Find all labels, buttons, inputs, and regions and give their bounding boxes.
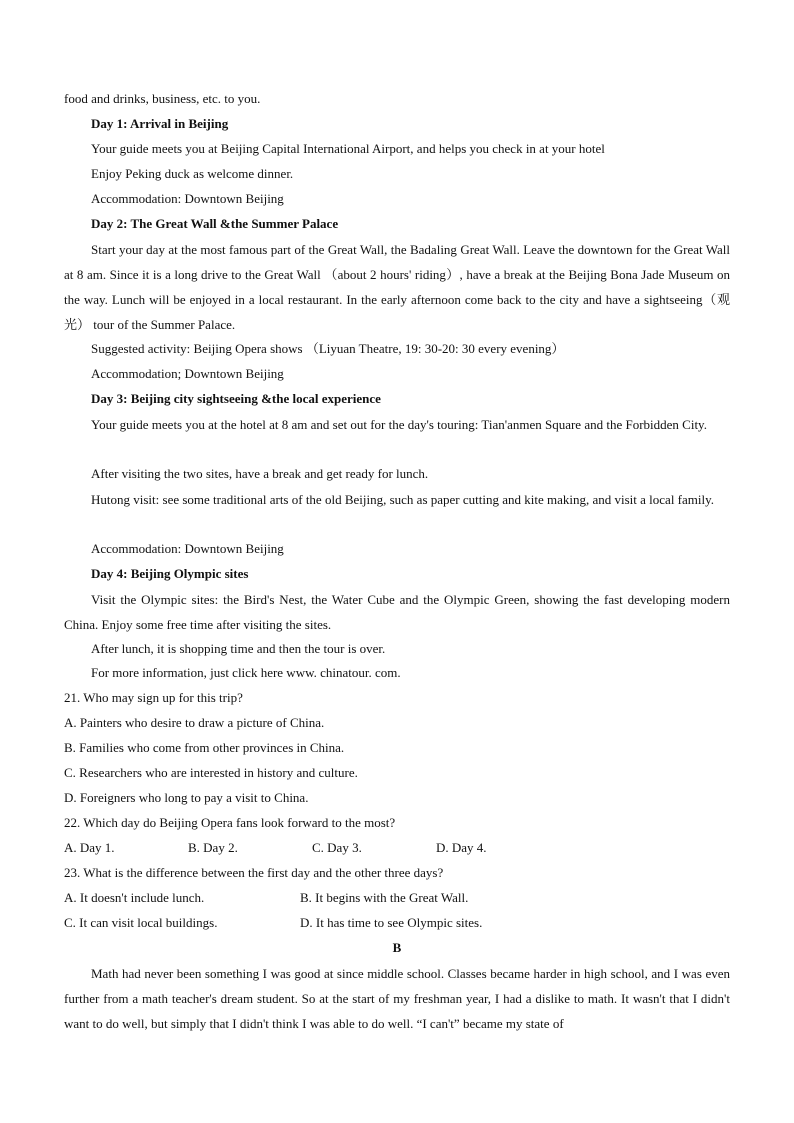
day3-accommodation: Accommodation: Downtown Beijing (91, 541, 284, 556)
question-23-option-b: B. It begins with the Great Wall. (300, 890, 469, 905)
question-21-option-c: C. Researchers who are interested in history and culture. (64, 765, 358, 780)
day1-line: Accommodation: Downtown Beijing (91, 191, 284, 206)
day3-line: After visiting the two sites, have a break and get ready for lunch. (91, 466, 429, 481)
question-23-option-d: D. It has time to see Olympic sites. (300, 915, 483, 930)
question-23-option-c: C. It can visit local buildings. (64, 915, 218, 930)
question-22-option-c: C. Day 3. (312, 840, 362, 855)
day2-paragraph-text: Start your day at the most famous part of the Great Wall, the Badaling Great Wall. Leave the downtown for the Great Wall at 8 am. Since it is a long drive to the Great Wall （about 2 hours' riding）, have a break at the Beijing Bona Jade Museum on the way. Lunch will be enjoyed in a local restaurant. In the early afternoon come back to the city and have a sightseeing（观光） tour of the Summer Palace. (64, 242, 730, 332)
passage-b-paragraph (64, 961, 730, 1036)
day3-heading: Day 3: Beijing city sightseeing &the local experience (91, 391, 381, 406)
day4-line: After lunch, it is shopping time and then the tour is over. (91, 641, 386, 656)
day4-paragraph (64, 587, 730, 637)
question-22-option-d: D. Day 4. (436, 840, 487, 855)
intro-tail: food and drinks, business, etc. to you. (64, 91, 261, 106)
question-21-option-b: B. Families who come from other provinces in China. (64, 740, 345, 755)
day2-accommodation: Accommodation; Downtown Beijing (91, 366, 284, 381)
day1-heading: Day 1: Arrival in Beijing (91, 116, 229, 131)
day1-line: Your guide meets you at Beijing Capital International Airport, and helps you check in at your hotel (91, 141, 605, 156)
question-21-stem: 21. Who may sign up for this trip? (64, 690, 243, 705)
question-22-stem: 22. Which day do Beijing Opera fans look forward to the most? (64, 815, 396, 830)
day3-paragraph-text: Your guide meets you at the hotel at 8 am and set out for the day's touring: Tian'anmen Square and the Forbidden City. (91, 417, 707, 432)
day3-paragraph (64, 412, 730, 437)
day2-paragraph (64, 237, 730, 337)
question-21-option-d: D. Foreigners who long to pay a visit to China. (64, 790, 309, 805)
day2-suggested: Suggested activity: Beijing Opera shows （Liyuan Theatre, 19: 30-20: 30 every evening） (91, 341, 565, 356)
question-22-option-b: B. Day 2. (188, 840, 238, 855)
day4-info-line: For more information, just click here www. chinatour. com. (91, 665, 401, 680)
day4-paragraph-text: Visit the Olympic sites: the Bird's Nest, the Water Cube and the Olympic Green, showing the fast developing modern China. Enjoy some free time after visiting the sites. (64, 592, 730, 632)
day2-heading: Day 2: The Great Wall &the Summer Palace (91, 216, 339, 231)
question-21-option-a: A. Painters who desire to draw a picture of China. (64, 715, 325, 730)
day3-hutong-text: Hutong visit: see some traditional arts of the old Beijing, such as paper cutting and kite making, and visit a local family. (91, 492, 715, 507)
passage-b-text: Math had never been something I was good at since middle school. Classes became harder in high school, and I was even further from a math teacher's dream student. So at the start of my freshman year, I had a dislike to math. It wasn't that I didn't want to do well, but simply that I didn't think I was able to do well. “I can't” became my state of (64, 966, 730, 1031)
day3-hutong-paragraph (64, 487, 730, 512)
question-22-option-a: A. Day 1. (64, 840, 115, 855)
day1-line: Enjoy Peking duck as welcome dinner. (91, 166, 294, 181)
passage-b-label: B (392, 940, 402, 955)
day4-heading: Day 4: Beijing Olympic sites (91, 566, 249, 581)
question-23-option-a: A. It doesn't include lunch. (64, 890, 205, 905)
question-23-stem: 23. What is the difference between the first day and the other three days? (64, 865, 444, 880)
